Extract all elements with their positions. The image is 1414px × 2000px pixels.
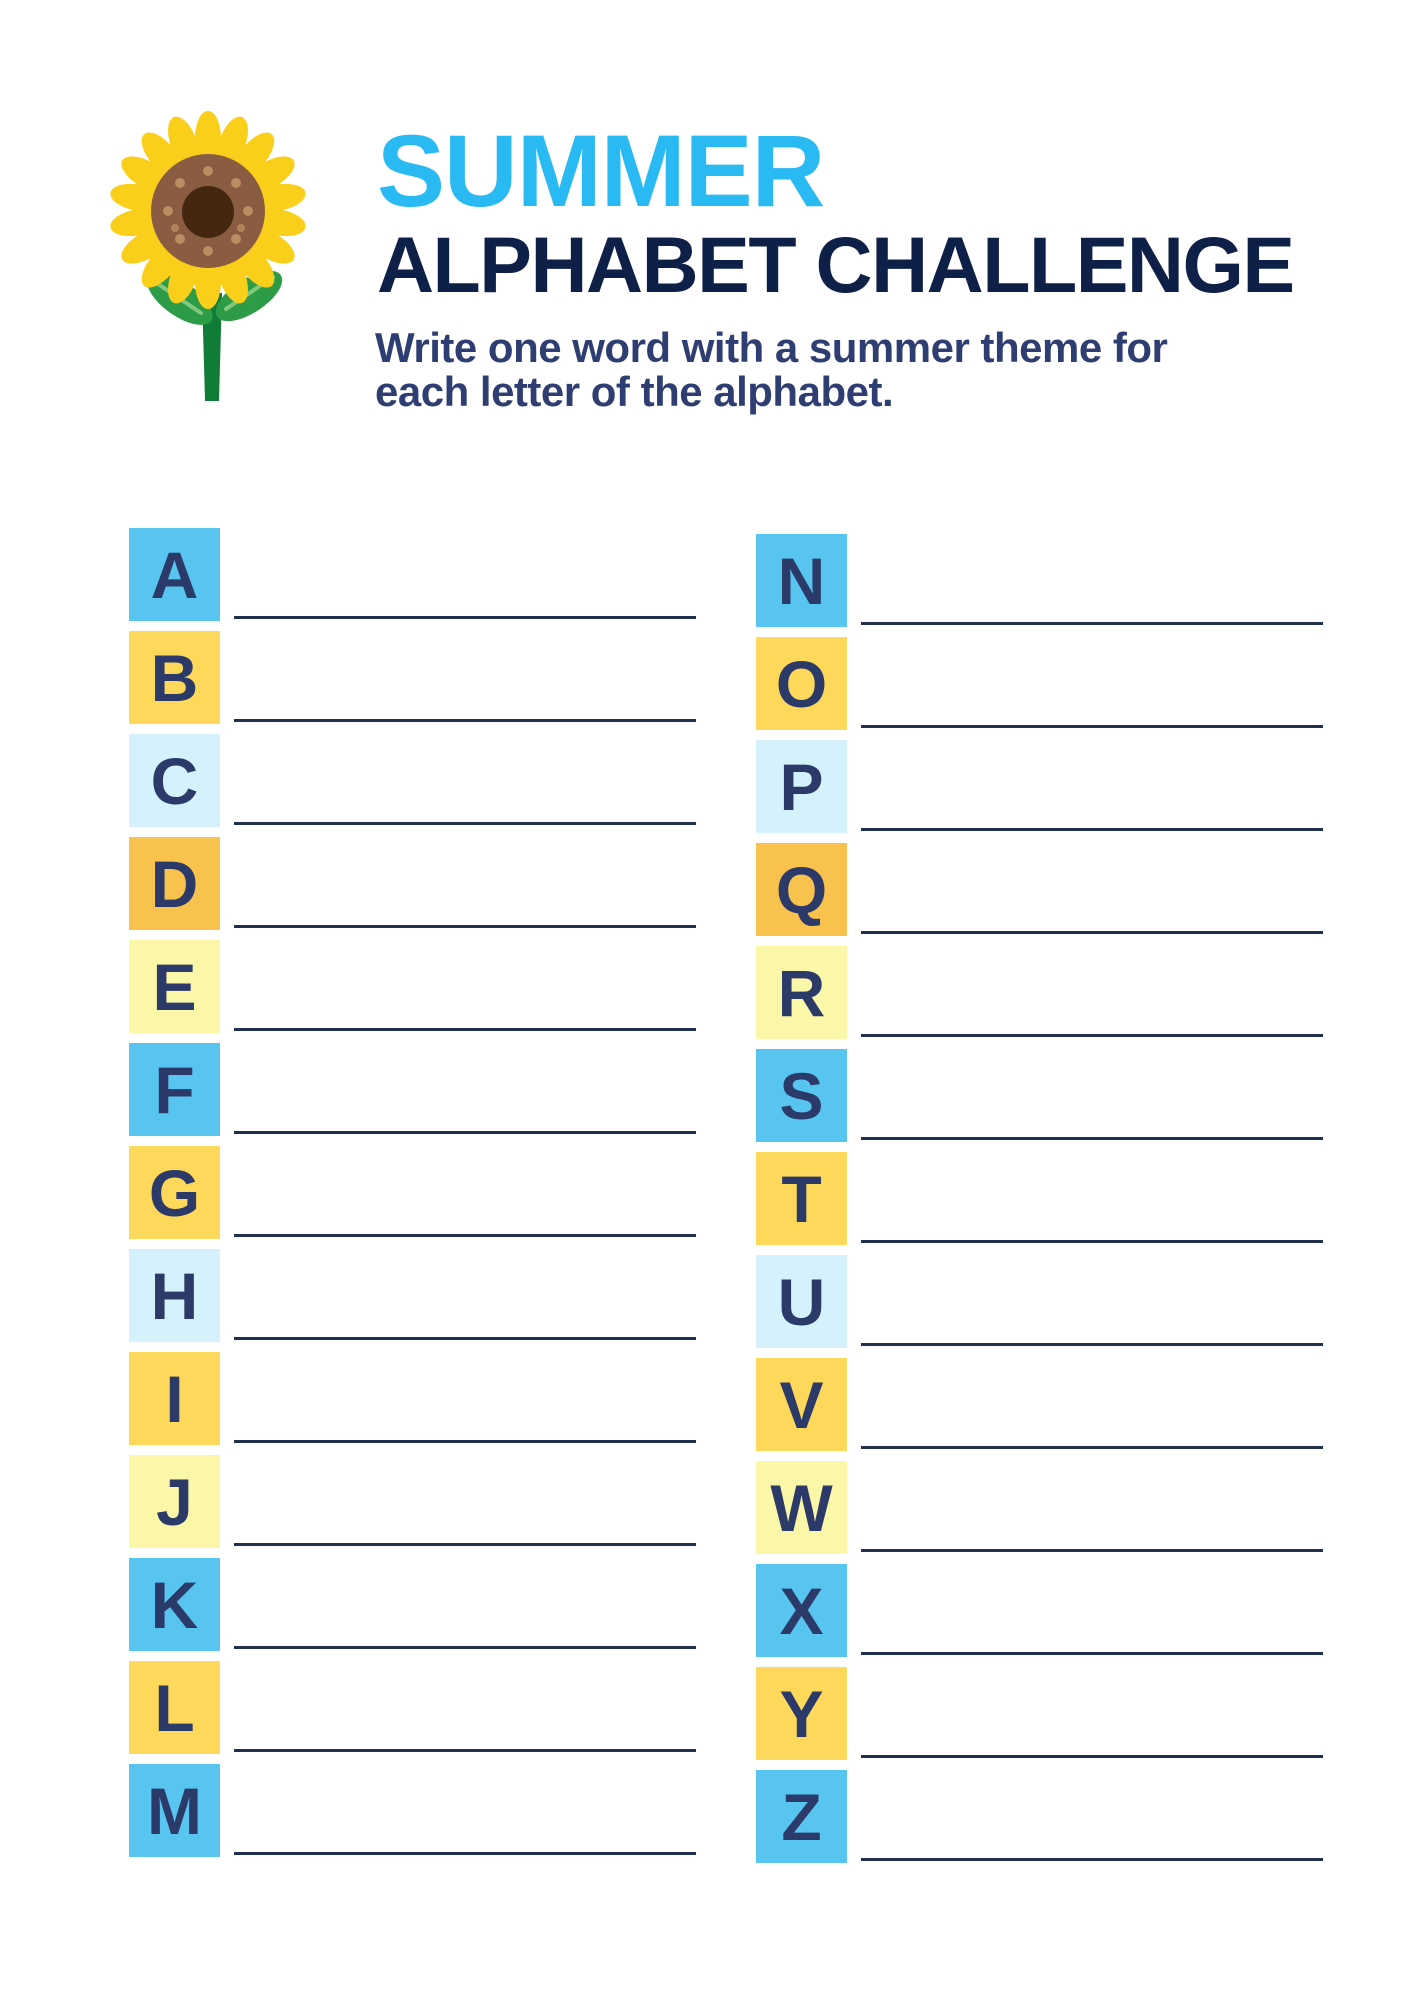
letter-row <box>129 837 696 930</box>
letter-row <box>129 1146 696 1239</box>
letter-tile-s: S <box>756 1049 847 1142</box>
answer-line-y[interactable] <box>861 1755 1323 1758</box>
sunflower-disc-center <box>182 186 234 238</box>
letter-row <box>756 1255 1323 1348</box>
letter-row <box>129 940 696 1033</box>
letter-tile-g: G <box>129 1146 220 1239</box>
letter-tile-r: R <box>756 946 847 1039</box>
page-title-alphabet-challenge: ALPHABET CHALLENGE <box>377 220 1294 309</box>
answer-line-t[interactable] <box>861 1240 1323 1243</box>
letter-tile-f: F <box>129 1043 220 1136</box>
letter-tile-y: Y <box>756 1667 847 1760</box>
answer-line-m[interactable] <box>234 1852 696 1855</box>
letter-row <box>756 843 1323 936</box>
letter-tile-x: X <box>756 1564 847 1657</box>
letter-tile-n: N <box>756 534 847 627</box>
instructions-text <box>375 326 1167 414</box>
answer-line-v[interactable] <box>861 1446 1323 1449</box>
letter-row <box>129 528 696 621</box>
answer-line-w[interactable] <box>861 1549 1323 1552</box>
letter-row <box>129 1764 696 1857</box>
answer-line-b[interactable] <box>234 719 696 722</box>
answer-line-j[interactable] <box>234 1543 696 1546</box>
letter-column-right <box>756 534 1323 1863</box>
answer-line-x[interactable] <box>861 1652 1323 1655</box>
letter-tile-j: J <box>129 1455 220 1548</box>
letter-tile-b: B <box>129 631 220 724</box>
letter-row <box>756 1770 1323 1863</box>
letter-tile-a: A <box>129 528 220 621</box>
letter-tile-t: T <box>756 1152 847 1245</box>
answer-line-z[interactable] <box>861 1858 1323 1861</box>
letter-row <box>756 1049 1323 1142</box>
letter-row <box>129 1043 696 1136</box>
letter-row <box>129 1558 696 1651</box>
letter-tile-k: K <box>129 1558 220 1651</box>
letter-tile-d: D <box>129 837 220 930</box>
answer-line-h[interactable] <box>234 1337 696 1340</box>
letter-row <box>129 1455 696 1548</box>
answer-line-g[interactable] <box>234 1234 696 1237</box>
answer-line-i[interactable] <box>234 1440 696 1443</box>
answer-line-n[interactable] <box>861 622 1323 625</box>
answer-line-q[interactable] <box>861 931 1323 934</box>
answer-line-c[interactable] <box>234 822 696 825</box>
letter-row <box>129 734 696 827</box>
letter-row <box>756 1152 1323 1245</box>
answer-line-k[interactable] <box>234 1646 696 1649</box>
letter-row <box>129 1249 696 1342</box>
instructions-line-2: each letter of the alphabet. <box>375 368 894 415</box>
letter-tile-u: U <box>756 1255 847 1348</box>
answer-line-l[interactable] <box>234 1749 696 1752</box>
letter-tile-h: H <box>129 1249 220 1342</box>
letter-row <box>756 946 1323 1039</box>
letter-tile-q: Q <box>756 843 847 936</box>
letter-row <box>756 1667 1323 1760</box>
letter-tile-e: E <box>129 940 220 1033</box>
answer-line-e[interactable] <box>234 1028 696 1031</box>
letter-row <box>129 631 696 724</box>
letter-tile-c: C <box>129 734 220 827</box>
letter-row <box>756 740 1323 833</box>
instructions-line-1: Write one word with a summer theme for <box>375 324 1168 371</box>
letter-row <box>129 1661 696 1754</box>
letter-tile-i: I <box>129 1352 220 1445</box>
letter-tile-p: P <box>756 740 847 833</box>
letter-row <box>129 1352 696 1445</box>
letter-row <box>756 1564 1323 1657</box>
sunflower-icon <box>95 108 325 408</box>
answer-line-u[interactable] <box>861 1343 1323 1346</box>
answer-line-o[interactable] <box>861 725 1323 728</box>
page-title-summer: SUMMER <box>377 114 825 228</box>
answer-line-d[interactable] <box>234 925 696 928</box>
letter-tile-w: W <box>756 1461 847 1554</box>
answer-line-p[interactable] <box>861 828 1323 831</box>
letter-row <box>756 1461 1323 1554</box>
letter-row <box>756 534 1323 627</box>
letter-row <box>756 637 1323 730</box>
letter-tile-l: L <box>129 1661 220 1754</box>
letter-column-left <box>129 528 696 1857</box>
answer-line-a[interactable] <box>234 616 696 619</box>
answer-line-f[interactable] <box>234 1131 696 1134</box>
answer-line-s[interactable] <box>861 1137 1323 1140</box>
letter-tile-o: O <box>756 637 847 730</box>
letter-tile-z: Z <box>756 1770 847 1863</box>
answer-line-r[interactable] <box>861 1034 1323 1037</box>
letter-row <box>756 1358 1323 1451</box>
letter-tile-m: M <box>129 1764 220 1857</box>
letter-tile-v: V <box>756 1358 847 1451</box>
